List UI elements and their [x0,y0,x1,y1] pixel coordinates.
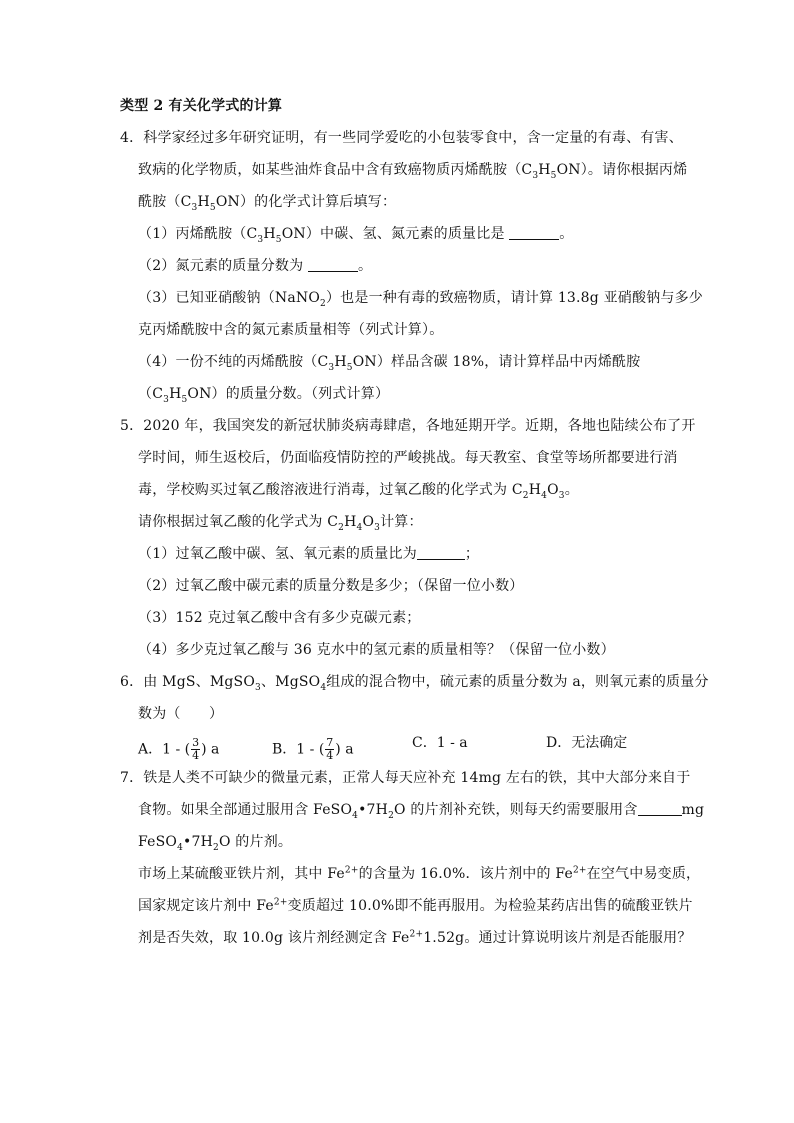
q7-text: 在空气中易变质， [586,866,701,882]
q4-text: H [334,354,347,370]
q7-text: 市场上某硫酸亚铁片剂，其中 Fe [138,866,345,882]
q4-text: 致病的化学物质，如某些油炸食品中含有致癌物质丙烯酰胺（C [138,162,533,178]
subscript: 3 [191,202,198,213]
subscript: 3 [558,490,565,501]
q7-line-3 [138,832,292,852]
q5-part-1 [138,544,479,564]
q7-text: mg [681,802,705,818]
q5-text: 请你根据过氧乙酸的化学式为 C [138,514,339,530]
q7-text: FeSO [138,834,178,850]
fraction [325,737,334,762]
subscript: 3 [374,522,381,533]
q7-text: 的含量为 16.0%．该片剂中的 Fe [358,866,573,882]
q4-line-1 [120,128,683,148]
subscript: 2 [388,810,395,821]
q4-part-2 [138,256,372,276]
answer-blank[interactable] [308,257,358,272]
q5-line-4 [138,512,423,532]
q7-text: •7H [358,802,389,818]
subscript: 4 [352,810,359,821]
q4-text: （1）丙烯酰胺（C [138,226,258,242]
q4-text: ON）样品含碳 18%，请计算样品中丙烯酰胺 [352,354,641,370]
q7-text: O 的片剂。 [218,834,293,850]
q7-line-4 [138,864,700,884]
q4-text: H [197,194,210,210]
q5-part-2: （2）过氧乙酸中碳元素的质量分数是多少；（保留一位小数） [138,578,524,594]
subscript: 2 [320,298,326,309]
q5-text: （1）过氧乙酸中碳、氢、氧元素的质量比为 [138,546,417,562]
q4-text: H [263,226,276,242]
q6-line-2: 数为（ ） [138,706,224,722]
q4-text: （2）氮元素的质量分数为 [138,258,308,274]
q4-text: ON）。请你根据丙烯 [556,162,688,178]
q7-text: O 的片剂补充铁，则每天约需要服用含 [394,802,638,818]
q5-text: O [547,482,559,498]
subscript: 4 [320,682,327,693]
subscript: 5 [346,362,353,373]
q4-text: H [538,162,551,178]
subscript: 3 [255,682,261,693]
q6-option-c[interactable]: C．1 - a [412,735,468,751]
subscript: 2 [522,490,529,501]
q5-text: ； [464,546,480,562]
q5-text: O [362,514,375,530]
q6-text: 、MgSO [260,674,321,690]
q4-part-3 [138,288,703,308]
q5-part-4: （4）多少克过氧乙酸与 36 克水中的氢元素的质量相等？（保留一位小数） [138,642,615,658]
q4-line-1-text: 4．科学家经过多年研究证明，有一些同学爱吃的小包装零食中，含一定量的有毒、有害、 [120,130,683,146]
subscript: 5 [550,170,557,181]
option-text: ) a [335,741,354,758]
q4-part-4 [138,352,640,372]
q4-text: ON）的质量分数。（列式计算） [187,386,390,402]
superscript: 2+ [409,929,424,940]
q4-line-3 [138,192,396,212]
superscript: 2+ [572,865,587,876]
q4-text: （3）已知亚硝酸钠（NaNO [138,290,321,306]
q4-text: ）也是一种有毒的致癌物质，请计算 13.8g 亚硝酸钠与多少 [325,290,704,306]
answer-blank[interactable] [638,801,682,816]
superscript: 2+ [273,897,288,908]
q7-line-1: 7．铁是人类不可缺少的微量元素，正常人每天应补充 14mg 左右的铁，其中大部分来自于 [120,770,691,786]
q4-text: ON）的化学式计算后填写： [215,194,397,210]
subscript: 4 [356,522,363,533]
subscript: 2 [338,522,345,533]
subscript: 3 [257,234,264,245]
q6-text: 组成的混合物中，硫元素的质量分数为 a，则氧元素的质量分 [326,674,709,690]
q5-line-2: 学时间，师生返校后，仍面临疫情防控的严峻挑战。每天教室、食堂等场所都要进行消 [138,450,678,466]
q4-text: 。 [559,226,574,242]
q7-line-5 [138,896,693,916]
fraction-denominator: 4 [192,749,200,762]
q4-text: 酰胺（C [138,194,192,210]
q5-part-3: （3）152 克过氧乙酸中含有多少克碳元素； [138,610,421,626]
subscript: 3 [328,362,335,373]
q7-text: 变质超过 10.0%即不能再服用。为检验某药店出售的硫酸亚铁片 [287,898,693,914]
q7-text: 剂是否失效，取 10.0g 该片剂经测定含 Fe [138,930,410,946]
q6-option-b[interactable] [272,737,354,762]
q6-line-1 [120,672,709,692]
option-text: A．1 - ( [138,741,191,758]
q4-text: ON）中碳、氢、氮元素的质量比是 [281,226,510,242]
q5-text: 毒，学校购买过氧乙酸溶液进行消毒，过氧乙酸的化学式为 C [138,482,523,498]
q6-text: 6．由 MgS、MgSO [120,674,256,690]
subscript: 4 [177,842,184,853]
q7-line-2 [138,800,704,820]
answer-blank[interactable] [417,545,465,560]
fraction-denominator: 4 [326,749,334,762]
q5-line-1: 5．2020 年，我国突发的新冠状肺炎病毒肆虐，各地延期开学。近期，各地也陆续公布了开 [120,418,696,434]
q4-text: （4）一份不纯的丙烯酰胺（C [138,354,329,370]
answer-blank[interactable] [509,225,559,240]
subscript: 5 [275,234,282,245]
option-text: ) a [201,741,220,758]
subscript: 2 [213,842,219,853]
q4-part-4-cont [138,384,389,404]
fraction [191,737,200,762]
q7-text: 1.52g。通过计算说明该片剂是否能服用？ [423,930,692,946]
q4-text: 。 [357,258,373,274]
q4-part-3-cont: 克丙烯酰胺中含的氮元素质量相等（列式计算）。 [138,322,444,338]
q7-text: 食物。如果全部通过服用含 FeSO [138,802,353,818]
superscript: 2+ [344,865,359,876]
subscript: 5 [181,394,188,405]
q7-line-6 [138,928,692,948]
q4-text: （C [138,386,164,402]
q5-text: H [344,514,357,530]
q5-text: 计算： [380,514,423,530]
q5-text: 。 [564,482,579,498]
q5-line-3 [138,480,579,500]
fraction-numerator: 3 [192,736,200,749]
q4-text: H [169,386,182,402]
fraction-numerator: 7 [326,736,334,749]
q4-part-1 [138,224,574,244]
q4-line-2 [138,160,687,180]
subscript: 5 [209,202,216,213]
q7-text: •7H [183,834,214,850]
option-text: B．1 - ( [272,741,325,758]
q7-text: 国家规定该片剂中 Fe [138,898,274,914]
q5-text: H [528,482,542,498]
subscript: 3 [163,394,170,405]
q6-option-a[interactable] [138,737,219,762]
q6-option-d[interactable]: D．无法确定 [546,735,628,751]
subscript: 4 [541,490,548,501]
subscript: 3 [532,170,539,181]
section-heading: 类型 2 有关化学式的计算 [120,98,283,114]
